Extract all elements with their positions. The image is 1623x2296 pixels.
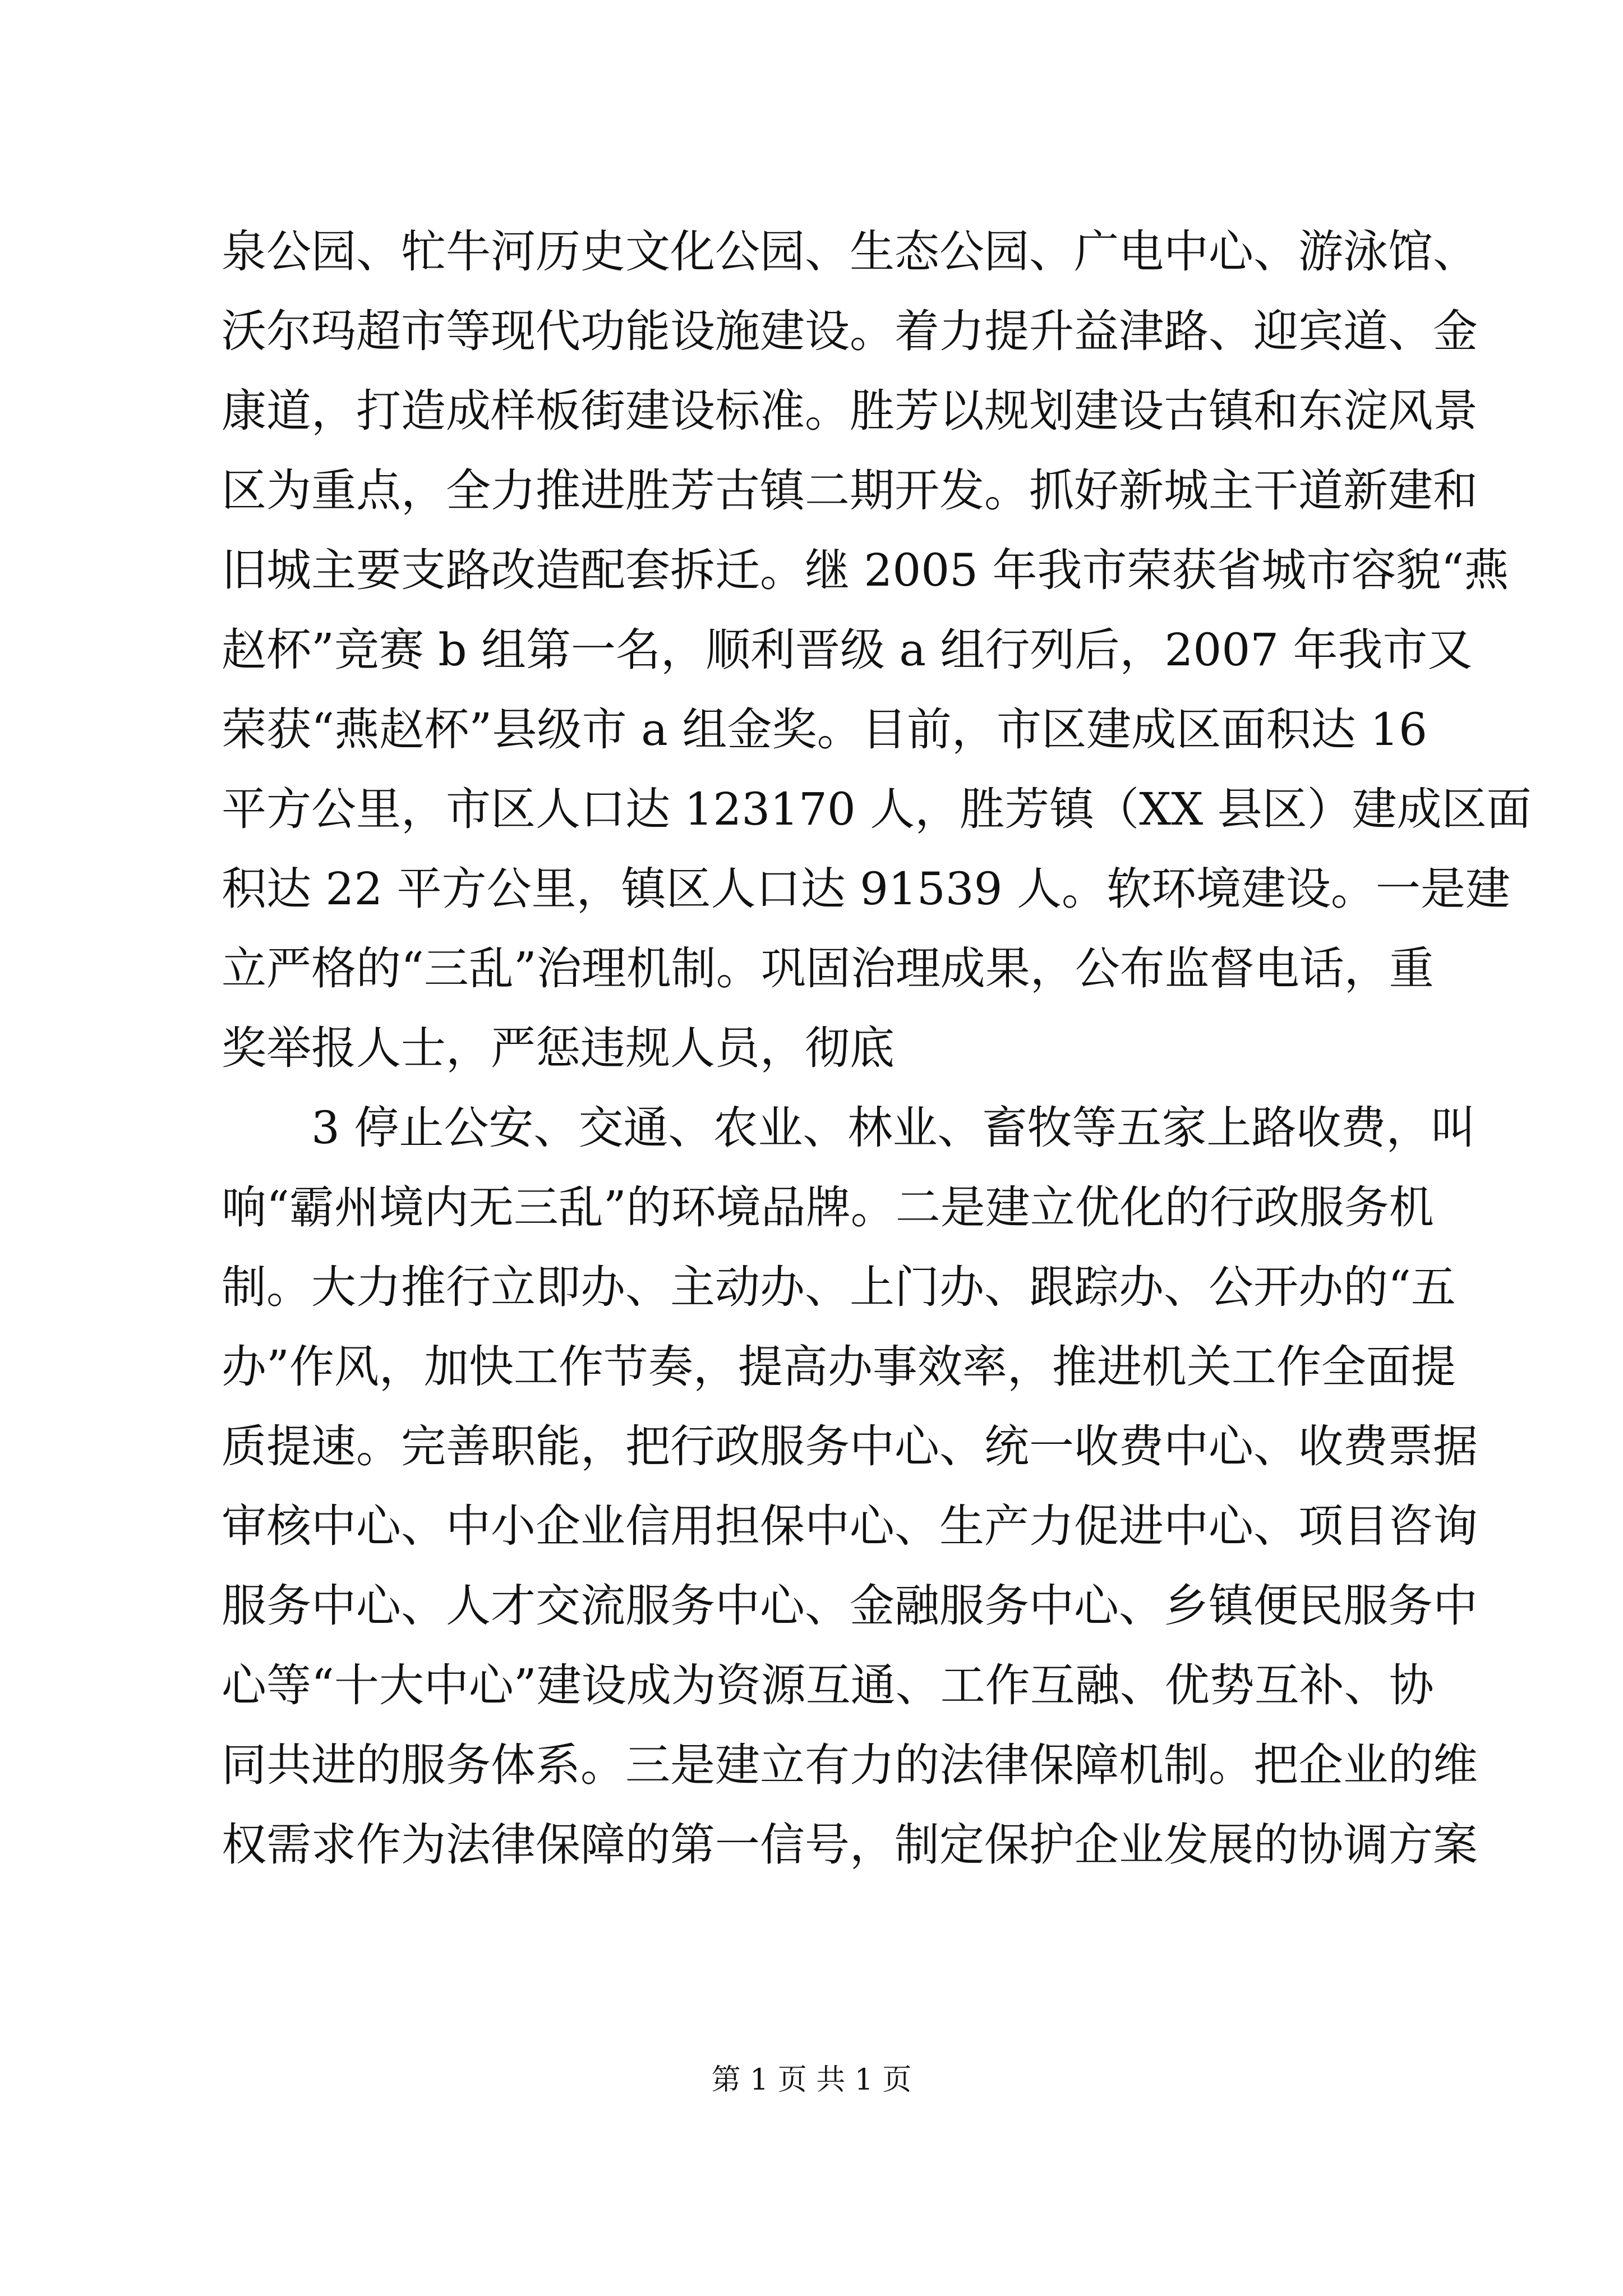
text-line: 荣获“燕赵杯”县级市 a 组金奖。目前，市区建成区面积达 16 [222,703,1427,756]
text-line: 办”作风，加快工作节奏，提高办事效率，推进机关工作全面提 [222,1341,1456,1393]
text-line: 积达 22 平方公里，镇区人口达 91539 人。软环境建设。一是建 [222,863,1511,915]
text-line: 泉公园、牤牛河历史文化公园、生态公园、广电中心、游泳馆、 [222,226,1478,278]
text-line: 响“霸州境内无三乱”的环境品牌。二是建立优化的行政服务机 [222,1181,1434,1234]
text-line: 沃尔玛超市等现代功能设施建设。着力提升益津路、迎宾道、金 [222,305,1478,357]
text-line: 质提速。完善职能，把行政服务中心、统一收费中心、收费票据 [222,1420,1478,1473]
text-line: 制。大力推行立即办、主动办、上门办、跟踪办、公开办的“五 [222,1261,1456,1313]
text-line: 平方公里，市区人口达 123170 人，胜芳镇（XX 县区）建成区面 [222,783,1532,835]
text-line: 旧城主要支路改造配套拆迁。继 2005 年我市荣获省城市容貌“燕 [222,544,1509,596]
text-line: 奖举报人士，严惩违规人员，彻底 [222,1022,895,1074]
text-line: 赵杯”竞赛 b 组第一名，顺利晋级 a 组行列后，2007 年我市又 [222,624,1473,676]
text-line: 同共进的服务体系。三是建立有力的法律保障机制。把企业的维 [222,1739,1478,1791]
text-line: 区为重点，全力推进胜芳古镇二期开发。抓好新城主干道新建和 [222,464,1478,517]
paragraph-1 [222,212,1532,1088]
text-line: 康道，打造成样板街建设标准。胜芳以规划建设古镇和东淀风景 [222,385,1478,437]
text-line: 3 停止公安、交通、农业、林业、畜牧等五家上路收费，叫 [311,1102,1476,1154]
paragraph-2 [222,1088,1478,1885]
text-line: 心等“十大中心”建设成为资源互通、工作互融、优势互补、协 [222,1659,1434,1711]
text-line: 审核中心、中小企业信用担保中心、生产力促进中心、项目咨询 [222,1500,1478,1552]
text-line: 服务中心、人才交流服务中心、金融服务中心、乡镇便民服务中 [222,1580,1478,1632]
document-body [222,212,1532,1885]
text-line: 立严格的“三乱”治理机制。巩固治理成果，公布监督电话，重 [222,942,1434,995]
text-line: 权需求作为法律保障的第一信号，制定保护企业发展的协调方案 [222,1819,1478,1871]
page-number-footer: 第 1 页 共 1 页 [711,2063,912,2097]
